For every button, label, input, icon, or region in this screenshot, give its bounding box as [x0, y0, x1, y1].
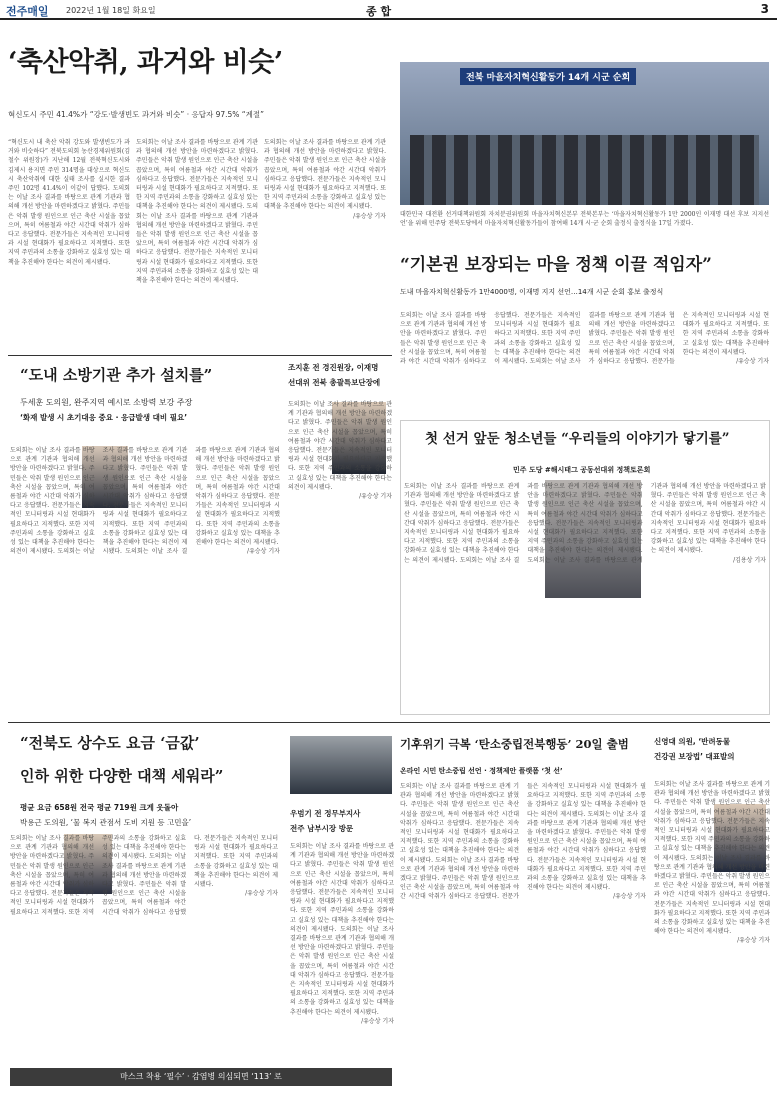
main-byline: /유승상 기자 — [353, 212, 386, 220]
paper-name: 전주매일 — [6, 5, 49, 18]
story5-body: 도의회는 이날 조사 결과를 바탕으로 관계 기관과 협의해 개선 방안을 마련하겠다고 밝혔다. 주민들은 악취 발생 원인으로 인근 축산 시설을 꼽았으며, 특히 여름철과 야간 시간대 악취가 심하다고 응답했다. 전문가들은 지속적인 모니터링과 시설 현대화가 필요하다고 지적했다. 또한 지역 주민과의 소통을 강화하고 실효성 있는 대책을 추진해야 한다는 의견이 제시됐다. 도의회는 이날 조사 결과를 바탕으로 관계 기관과 협의해 개선 방안을 마련하겠다고 밝혔다. 주민들은 악취 발생 원인으로 인근 축산 시설을 꼽았으며, 특히 여름철과 야간 시간대 악취가 심하다고 응답했다. 전문가들은 지속적인 모니터링과 시설 현대화가 필요하다고 지적했다. 또한 지역 주민과의 소통을 강화하고 실효성 있는 대책을 추진해야 한다는 의견이 제시됐다. 도의회는 이날 조사 결과를 바탕으로 관계 기관과 협의해 개선 방안을 마련하겠다고 밝혔다. 주민들은 악취 발생 원인으로 인근 축산 시설을 꼽았으며, 특히 여름철과 야간 시간대 악취가 심하다고 응답했다. 전문가들은 지속적인 모니터링과 시설 현대화가 필요하다고 지적했다. 또한 지역 주민과의 소통을 강화하고 실효성 있는 대책을 추진해야 한다는 의견이 제시됐다. /김용상 기자 — [404, 483, 766, 564]
story9-title2: 건강권 보장법’ 대표발의 — [654, 752, 735, 761]
rally-crowd — [410, 135, 759, 205]
main-story-body: “혁신도시 내 축산 악취 강도와 발생빈도가 과거와 비슷하다” 전북도의회 농산경제위원회(김철수 위원장)가 지난해 12월 전북혁신도시와 김제시 용지면 주민 314명을 대상으로 혁신도시 축산악취에 대한 실태 조사를 실시한 결과 주민 102명 41.4%이 이같이 답했다. 도의회는 이날 조사 결과를 바탕으로 관계 기관과 협의해 개선 방안을 마련하겠다고 밝혔다. 주민들은 악취 발생 원인으로 인근 축산 시설을 꼽았으며, 특히 여름철과 야간 시간대 악취가 심하다고 응답했다. 전문가들은 지속적인 모니터링과 시설 현대화가 필요하다고 지적했다. 또한 지역 주민과의 소통을 강화하고 실효성 있는 대책을 추진해야 한다는 의견이 제시됐다. — [8, 139, 130, 266]
story2-headline: “기본권 보장되는 마을 정책 이끌 적임자” — [400, 255, 712, 275]
story8-subhead: 온라인 시민 탄소중립 선언 · 정책제안 플랫폼 ‘첫 선’ — [400, 767, 563, 775]
story9-body: 도의회는 이날 조사 결과를 바탕으로 관계 기관과 협의해 개선 방안을 마련하겠다고 밝혔다. 주민들은 악취 발생 원인으로 인근 축산 시설을 꼽았으며, 특히 여름철과 야간 시간대 악취가 심하다고 응답했다. 전문가들은 지속적인 모니터링과 시설 현대화가 필요하다고 지적했다. 또한 지역 주민과의 소통을 강화하고 실효성 있는 대책을 추진해야 한다는 의견이 제시됐다. 도의회는 이날 조사 결과를 바탕으로 관계 기관과 협의해 개선 방안을 마련하겠다고 밝혔다. 주민들은 악취 발생 원인으로 인근 축산 시설을 꼽았으며, 특히 여름철과 야간 시간대 악취가 심하다고 응답했다. 전문가들은 지속적인 모니터링과 시설 현대화가 필요하다고 지적했다. 또한 지역 주민과의 소통을 강화하고 실효성 있는 대책을 추진해야 한다는 의견이 제시됐다. /유승상 기자 — [654, 781, 770, 945]
story3-byline: /유승상 기자 — [247, 548, 280, 556]
story3 — [20, 364, 320, 423]
story5-byline: /김용상 기자 — [733, 556, 766, 564]
story2-subhead: 도내 마을자치혁신활동가 1만4000명, 이재명 지지 선언…14개 시군 순회 홍보 출정식 — [400, 288, 664, 296]
section-name: 종 합 — [366, 5, 392, 18]
story6-banner — [10, 1068, 392, 1086]
masthead — [0, 0, 777, 20]
story7 — [290, 808, 394, 834]
page-number: 3 — [760, 2, 769, 16]
story6-subhead2: 박용근 도의원, ‘물 복지 관점서 도비 지원 등 고민을’ — [20, 818, 192, 827]
story9-title1: 신영대 의원, ‘반려동물 — [654, 737, 731, 746]
story7-body: 도의회는 이날 조사 결과를 바탕으로 관계 기관과 협의해 개선 방안을 마련하겠다고 밝혔다. 주민들은 악취 발생 원인으로 인근 축산 시설을 꼽았으며, 특히 여름철과 야간 시간대 악취가 심하다고 응답했다. 전문가들은 지속적인 모니터링과 시설 현대화가 필요하다고 지적했다. 또한 지역 주민과의 소통을 강화하고 실효성 있는 대책을 추진해야 한다는 의견이 제시됐다. 도의회는 이날 조사 결과를 바탕으로 관계 기관과 협의해 개선 방안을 마련하겠다고 밝혔다. 주민들은 악취 발생 원인으로 인근 축산 시설을 꼽았으며, 특히 여름철과 야간 시간대 악취가 심하다고 응답했다. 전문가들은 지속적인 모니터링과 시설 현대화가 필요하다고 지적했다. 또한 지역 주민과의 소통을 강화하고 실효성 있는 대책을 추진해야 한다는 의견이 제시됐다. /유승상 기자 — [290, 843, 394, 1025]
story6 — [20, 732, 270, 828]
story2-byline: /유승상 기자 — [736, 358, 769, 366]
issue-date: 2022년 1월 18일 화요일 — [66, 6, 156, 15]
story8-headline: 기후위기 극복 ‘탄소중립전북행동’ 20일 출범 — [400, 737, 629, 751]
story3-headline: “도내 소방기관 추가 설치를” — [20, 366, 213, 384]
story3-subhead1: 두세훈 도의원, 완주지역 예시로 소방력 보강 주장 — [20, 398, 193, 407]
story5-subhead: 민주 도당 #해시태그 공동선대위 정책토론회 — [513, 466, 651, 474]
story6-byline: /유승상 기자 — [245, 890, 278, 898]
story5-headline: 첫 선거 앞둔 청소년들 “우리들의 이야기가 닿기를” — [425, 431, 730, 447]
main-subhead: 혁신도시 주민 41.4%가 “강도·발생빈도 과거와 비슷” · 응답자 97.5% “계절” — [8, 110, 265, 119]
rally-caption: 대한민국 대전환 선거대책위원회 자치분권위원회 마을자치혁신본부 전북본부는 ‘마을자치혁신활동가 1만 2000인 이재명 대선 후보 지지선언’을 위해 민주당 전북도당에서 마을자치혁신활동가들이 참여해 14개 시·군 순회 출정식 출정식을 17일 가졌다. — [400, 211, 769, 228]
rally-banner: 전북 마을자치혁신활동가 14개 시군 순회 — [460, 68, 636, 85]
story7-title1: 우범기 전 정무부지사 — [290, 809, 361, 818]
story3-body: 도의회는 이날 조사 결과를 바탕으로 관계 기관과 협의해 개선 방안을 마련하겠다고 밝혔다. 주민들은 악취 발생 원인으로 인근 축산 시설을 꼽았으며, 특히 여름철과 야간 시간대 악취가 심하다고 응답했다. 전문가들은 지속적인 모니터링과 시설 현대화가 필요하다고 지적했다. 또한 지역 주민과의 소통을 강화하고 실효성 있는 대책을 추진해야 한다는 의견이 제시됐다. 도의회는 이날 조사 결과를 바탕으로 관계 기관과 협의해 개선 방안을 마련하겠다고 밝혔다. 주민들은 악취 발생 원인으로 인근 축산 시설을 꼽았으며, 특히 여름철과 야간 시간대 악취가 심하다고 응답했다. 전문가들은 지속적인 모니터링과 시설 현대화가 필요하다고 지적했다. 또한 지역 주민과의 소통을 강화하고 실효성 있는 대책을 추진해야 한다는 의견이 제시됐다. 도의회는 이날 조사 결과를 바탕으로 관계 기관과 협의해 개선 방안을 마련하겠다고 밝혔다. 주민들은 악취 발생 원인으로 인근 축산 시설을 꼽았으며, 특히 여름철과 야간 시간대 악취가 심하다고 응답했다. 전문가들은 지속적인 모니터링과 시설 현대화가 필요하다고 지적했다. 또한 지역 주민과의 소통을 강화하고 실효성 있는 대책을 추진해야 한다는 의견이 제시됐다. /유승상 기자 — [10, 447, 280, 556]
story6-headline1: “전북도 상수도 요금 ‘금값’ — [20, 734, 200, 752]
story4-title1: 조지훈 전 경진원장, 이재명 — [288, 363, 379, 372]
story7-photo — [290, 736, 392, 794]
story2-body: 도의회는 이날 조사 결과를 바탕으로 관계 기관과 협의해 개선 방안을 마련하겠다고 밝혔다. 주민들은 악취 발생 원인으로 인근 축산 시설을 꼽았으며, 특히 여름철과 야간 시간대 악취가 심하다고 응답했다. 전문가들은 지속적인 모니터링과 시설 현대화가 필요하다고 지적했다. 또한 지역 주민과의 소통을 강화하고 실효성 있는 대책을 추진해야 한다는 의견이 제시됐다. 도의회는 이날 조사 결과를 바탕으로 관계 기관과 협의해 개선 방안을 마련하겠다고 밝혔다. 주민들은 악취 발생 원인으로 인근 축산 시설을 꼽았으며, 특히 여름철과 야간 시간대 악취가 심하다고 응답했다. 전문가들은 지속적인 모니터링과 시설 현대화가 필요하다고 지적했다. 또한 지역 주민과의 소통을 강화하고 실효성 있는 대책을 추진해야 한다는 의견이 제시됐다. /유승상 기자 — [400, 312, 769, 366]
story6-body: 도의회는 이날 조사 결과를 바탕으로 관계 기관과 협의해 개선 방안을 마련하겠다고 밝혔다. 주민들은 악취 발생 원인으로 인근 축산 시설을 꼽았으며, 특히 여름철과 야간 시간대 악취가 심하다고 응답했다. 전문가들은 지속적인 모니터링과 시설 현대화가 필요하다고 지적했다. 또한 지역 주민과의 소통을 강화하고 실효성 있는 대책을 추진해야 한다는 의견이 제시됐다. 도의회는 이날 조사 결과를 바탕으로 관계 기관과 협의해 개선 방안을 마련하겠다고 밝혔다. 주민들은 악취 발생 원인으로 인근 축산 시설을 꼽았으며, 특히 여름철과 야간 시간대 악취가 심하다고 응답했다. 전문가들은 지속적인 모니터링과 시설 현대화가 필요하다고 지적했다. 또한 지역 주민과의 소통을 강화하고 실효성 있는 대책을 추진해야 한다는 의견이 제시됐다. /유승상 기자 — [10, 835, 278, 916]
story8 — [400, 736, 650, 776]
story4-body: 도의회는 이날 조사 결과를 바탕으로 관계 기관과 협의해 개선 방안을 마련하겠다고 밝혔다. 주민들은 악취 발생 원인으로 인근 축산 시설을 꼽았으며, 특히 여름철과 야간 시간대 악취가 심하다고 응답했다. 전문가들은 지속적인 모니터링과 시설 현대화가 필요하다고 지적했다. 또한 지역 주민과의 소통을 강화하고 실효성 있는 대책을 추진해야 한다는 의견이 제시됐다. /유승상 기자 — [288, 401, 392, 501]
story9 — [654, 736, 772, 762]
story6-headline2: 인하 위한 다양한 대책 세워라” — [20, 767, 224, 785]
rally-photo — [400, 62, 769, 205]
story8-byline: /유승상 기자 — [613, 893, 646, 901]
story7-byline: /유승상 기자 — [361, 1017, 394, 1025]
story8-body: 도의회는 이날 조사 결과를 바탕으로 관계 기관과 협의해 개선 방안을 마련하겠다고 밝혔다. 주민들은 악취 발생 원인으로 인근 축산 시설을 꼽았으며, 특히 여름철과 야간 시간대 악취가 심하다고 응답했다. 전문가들은 지속적인 모니터링과 시설 현대화가 필요하다고 지적했다. 또한 지역 주민과의 소통을 강화하고 실효성 있는 대책을 추진해야 한다는 의견이 제시됐다. 도의회는 이날 조사 결과를 바탕으로 관계 기관과 협의해 개선 방안을 마련하겠다고 밝혔다. 주민들은 악취 발생 원인으로 인근 축산 시설을 꼽았으며, 특히 여름철과 야간 시간대 악취가 심하다고 응답했다. 전문가들은 지속적인 모니터링과 시설 현대화가 필요하다고 지적했다. 또한 지역 주민과의 소통을 강화하고 실효성 있는 대책을 추진해야 한다는 의견이 제시됐다. 도의회는 이날 조사 결과를 바탕으로 관계 기관과 협의해 개선 방안을 마련하겠다고 밝혔다. 주민들은 악취 발생 원인으로 인근 축산 시설을 꼽았으며, 특히 여름철과 야간 시간대 악취가 심하다고 응답했다. 전문가들은 지속적인 모니터링과 시설 현대화가 필요하다고 지적했다. 또한 지역 주민과의 소통을 강화하고 실효성 있는 대책을 추진해야 한다는 의견이 제시됐다. /유승상 기자 — [400, 783, 646, 901]
story4 — [288, 362, 392, 388]
main-story-body-2: 도의회는 이날 조사 결과를 바탕으로 관계 기관과 협의해 개선 방안을 마련하겠다고 밝혔다. 주민들은 악취 발생 원인으로 인근 축산 시설을 꼽았으며, 특히 여름철과 야간 시간대 악취가 심하다고 응답했다. 전문가들은 지속적인 모니터링과 시설 현대화가 필요하다고 지적했다. 또한 지역 주민과의 소통을 강화하고 실효성 있는 대책을 추진해야 한다는 의견이 제시됐다. 도의회는 이날 조사 결과를 바탕으로 관계 기관과 협의해 개선 방안을 마련하겠다고 밝혔다. 주민들은 악취 발생 원인으로 인근 축산 시설을 꼽았으며, 특히 여름철과 야간 시간대 악취가 심하다고 응답했다. 전문가들은 지속적인 모니터링과 시설 현대화가 필요하다고 지적했다. 또한 지역 주민과의 소통을 강화하고 실효성 있는 대책을 추진해야 한다는 의견이 제시됐다. — [136, 139, 258, 285]
story6-banner-text: 마스크 착용 ‘필수’ · 감염병 의심되면 ‘113’ 로 — [120, 1072, 282, 1081]
story7-title2: 전주 남부시장 방문 — [290, 824, 354, 833]
story4-title2: 선대위 전북 총괄특보단장에 — [288, 378, 381, 387]
story9-byline: /유승상 기자 — [737, 937, 770, 945]
main-headline: ‘축산악취, 과거와 비슷’ — [8, 47, 283, 78]
story3-subhead2: ‘화재 발생 시 초기대응 중요 · 응급발생 대비 필요’ — [20, 413, 188, 422]
story2 — [400, 250, 769, 297]
story4-byline: /유승상 기자 — [359, 493, 392, 501]
story6-subhead1: 평균 요금 658원 전국 평균 719원 크게 웃돌아 — [20, 803, 179, 812]
main-story-body-3: 도의회는 이날 조사 결과를 바탕으로 관계 기관과 협의해 개선 방안을 마련하겠다고 밝혔다. 주민들은 악취 발생 원인으로 인근 축산 시설을 꼽았으며, 특히 여름철과 야간 시간대 악취가 심하다고 응답했다. 전문가들은 지속적인 모니터링과 시설 현대화가 필요하다고 지적했다. 또한 지역 주민과의 소통을 강화하고 실효성 있는 대책을 추진해야 한다는 의견이 제시됐다. /유승상 기자 — [264, 139, 386, 220]
